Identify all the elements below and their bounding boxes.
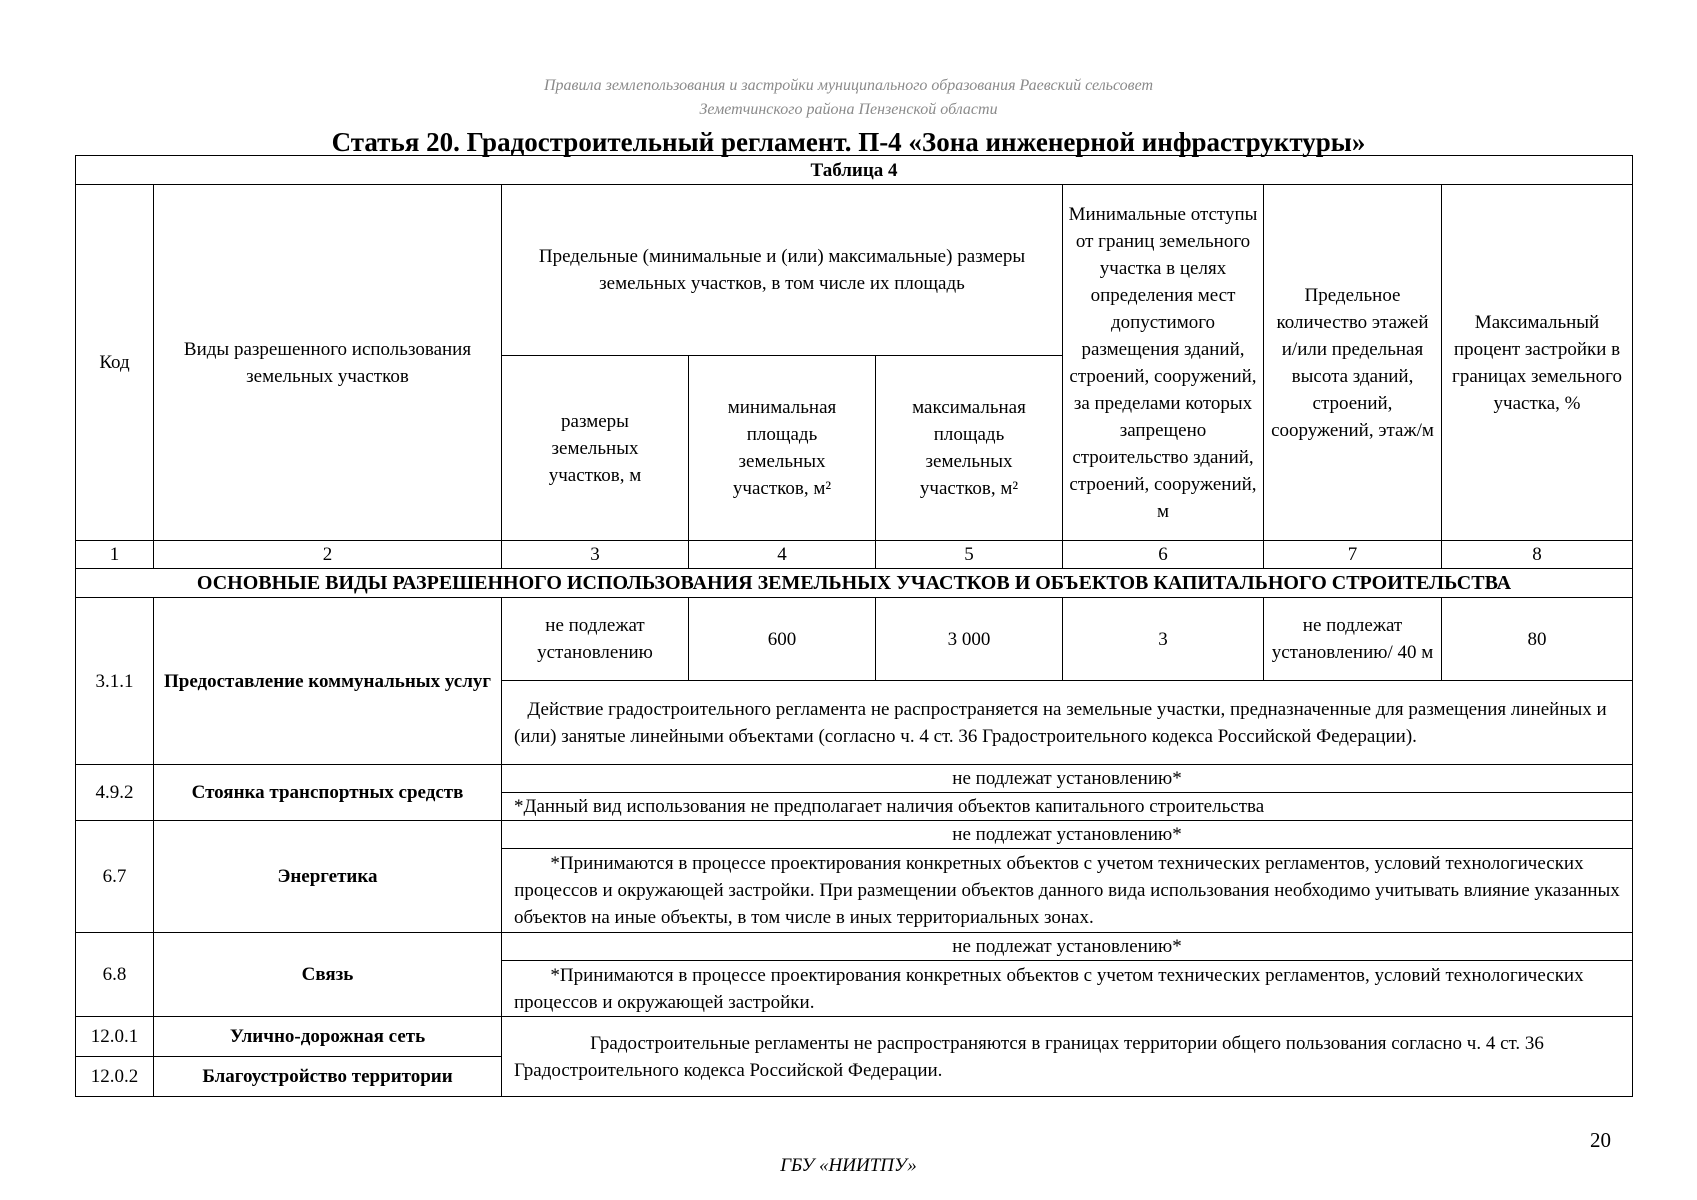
col-number: 7 — [1264, 541, 1442, 569]
table-label: Таблица 4 — [76, 156, 1633, 185]
row-name: Благоустройство территории — [154, 1057, 502, 1097]
row-code: 4.9.2 — [76, 765, 154, 821]
row-code: 12.0.2 — [76, 1057, 154, 1097]
table-row — [76, 821, 1633, 849]
row-code: 6.8 — [76, 933, 154, 1017]
row-note: *Принимаются в процессе проектирования конкретных объектов с учетом технических регламентов, условий технологических процессов и окружающей застройки. При размещении объектов данного вида использования необходимо учитывать влияние указанных объектов на иные объекты, в том числе в иных территориальных зонах. — [502, 849, 1633, 933]
header-size-m: размеры земельных участков, м — [502, 356, 689, 541]
row-note: *Принимаются в процессе проектирования конкретных объектов с учетом технических регламентов, условий технологических процессов и окружающей застройки. — [502, 961, 1633, 1017]
row-name: Энергетика — [154, 821, 502, 933]
section-title: ОСНОВНЫЕ ВИДЫ РАЗРЕШЕННОГО ИСПОЛЬЗОВАНИЯ ЗЕМЕЛЬНЫХ УЧАСТКОВ И ОБЪЕКТОВ КАПИТАЛЬНОГО СТРОИТЕЛЬСТВА — [76, 569, 1633, 598]
header-types: Виды разрешенного использования земельных участков — [154, 185, 502, 541]
table-row — [76, 933, 1633, 961]
footer-organization: ГБУ «НИИТПУ» — [780, 1155, 917, 1176]
row-value: не подлежат установлению* — [502, 933, 1633, 961]
col-number: 5 — [876, 541, 1063, 569]
row-size-m: не подлежат установлению — [502, 598, 689, 681]
regulation-table — [75, 155, 1633, 1097]
shared-note: Градостроительные регламенты не распространяются в границах территории общего пользования согласно ч. 4 ст. 36 Градостроительного кодекса Российской Федерации. — [502, 1017, 1633, 1097]
row-name: Стоянка транспортных средств — [154, 765, 502, 821]
header-floors: Предельное количество этажей и/или предельная высота зданий, строений, сооружений, этаж/м — [1264, 185, 1442, 541]
row-note: *Данный вид использования не предполагает наличия объектов капитального строительства — [502, 793, 1633, 821]
article-title: Статья 20. Градостроительный регламент. П-4 «Зона инженерной инфраструктуры» — [331, 127, 1366, 157]
row-code: 3.1.1 — [76, 598, 154, 765]
col-number: 3 — [502, 541, 689, 569]
col-number: 2 — [154, 541, 502, 569]
page-number: 20 — [1590, 1128, 1611, 1152]
table-row — [76, 598, 1633, 681]
header-sizes-group: Предельные (минимальные и (или) максимальные) размеры земельных участков, в том числе их площадь — [502, 185, 1063, 356]
header-max-percent: Максимальный процент застройки в границах земельного участка, % — [1442, 185, 1633, 541]
table-row — [76, 1017, 1633, 1057]
row-code: 12.0.1 — [76, 1017, 154, 1057]
row-value: не подлежат установлению* — [502, 821, 1633, 849]
col-number: 6 — [1063, 541, 1264, 569]
row-max-percent: 80 — [1442, 598, 1633, 681]
row-floors: не подлежат установлению/ 40 м — [1264, 598, 1442, 681]
header-setbacks: Минимальные отступы от границ земельного участка в целях определения мест допустимого размещения зданий, строений, сооружений, за пределами которых запрещено строительство зданий, строений, сооружений, м — [1063, 185, 1264, 541]
row-name: Связь — [154, 933, 502, 1017]
header-code: Код — [76, 185, 154, 541]
row-setback: 3 — [1063, 598, 1264, 681]
row-name: Улично-дорожная сеть — [154, 1017, 502, 1057]
row-code: 6.7 — [76, 821, 154, 933]
column-numbers-row — [76, 541, 1633, 569]
row-note: Действие градостроительного регламента не распространяется на земельные участки, предназначенные для размещения линейных и (или) занятые линейными объектами (согласно ч. 4 ст. 36 Градостроительного кодекса Российской Федерации). — [502, 681, 1633, 765]
col-number: 4 — [689, 541, 876, 569]
table-row — [76, 765, 1633, 793]
col-number: 8 — [1442, 541, 1633, 569]
header-line-2: Земетчинского района Пензенской области — [699, 101, 998, 118]
header-max-area: максимальная площадь земельных участков, м² — [876, 356, 1063, 541]
col-number: 1 — [76, 541, 154, 569]
header-min-area: минимальная площадь земельных участков, м² — [689, 356, 876, 541]
row-min-area: 600 — [689, 598, 876, 681]
row-name: Предоставление коммунальных услуг — [154, 598, 502, 765]
row-value: не подлежат установлению* — [502, 765, 1633, 793]
header-line-1: Правила землепользования и застройки муниципального образования Раевский сельсовет — [543, 77, 1154, 94]
row-max-area: 3 000 — [876, 598, 1063, 681]
